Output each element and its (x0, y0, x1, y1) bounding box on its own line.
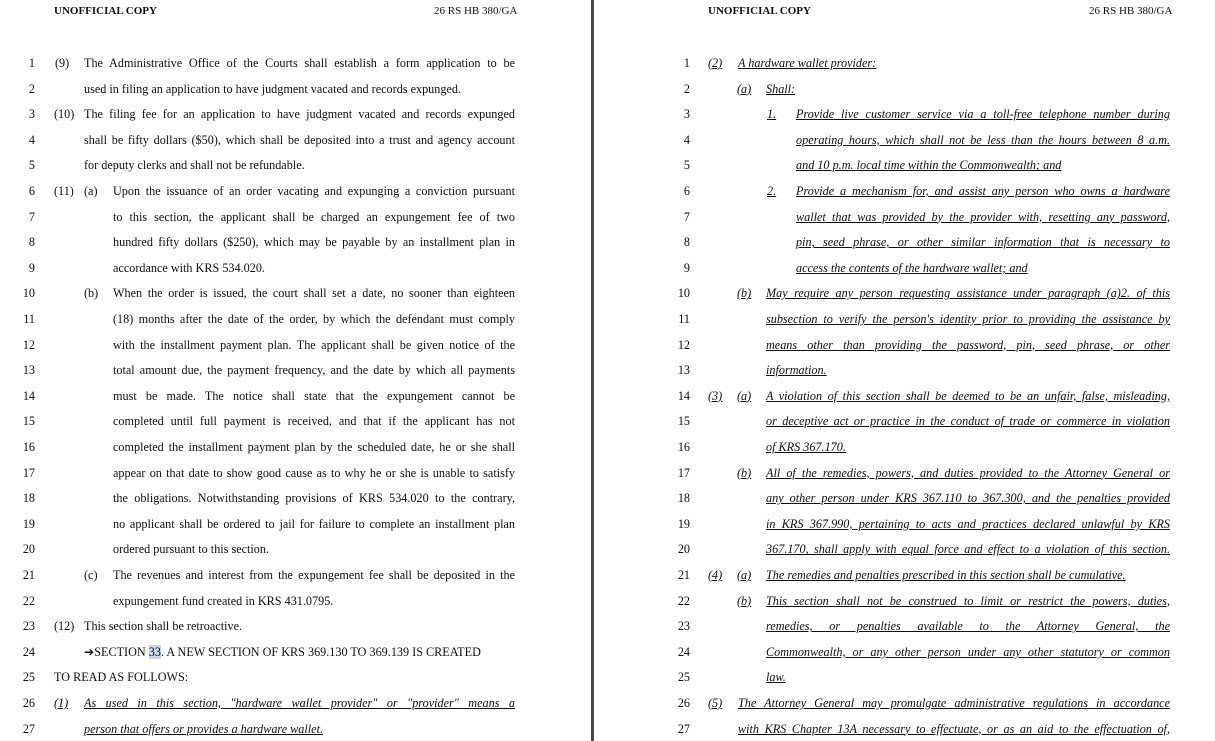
line-text: This section shall not be construed to limit or restrict the powers, duties, (766, 593, 1170, 608)
line-text: accordance with KRS 534.020. (113, 260, 265, 275)
line-number: 27 (677, 721, 690, 736)
line-text: Commonwealth, or any other person under any other statutory or common (766, 644, 1170, 659)
line-2 (594, 81, 1215, 106)
subsection-label: (2) (708, 56, 723, 70)
line-text: This section shall be retroactive. (84, 619, 243, 634)
line-text: When the order is issued, the court shall set a date, no sooner than eighteen (113, 286, 515, 301)
line-number: 1 (28, 56, 35, 70)
line-2 (0, 81, 591, 106)
line-text: used in filing an application to have judgment vacated and records expunged. (84, 81, 462, 96)
subsection-label: (a) (737, 81, 752, 96)
line-number: 26 (677, 696, 690, 710)
line-21 (594, 567, 1215, 592)
line-20 (0, 541, 591, 566)
line-text: (18) months after the date of the order, by which the defendant must comply (113, 312, 515, 326)
line-number: 26 (22, 696, 35, 710)
line-26 (0, 695, 591, 720)
line-text: remedies, or penalties available to the Attorney General, the (766, 619, 1170, 634)
line-number: 1 (683, 56, 690, 70)
line-7 (594, 209, 1215, 234)
line-text: information. (766, 363, 827, 378)
line-number: 21 (677, 568, 690, 582)
line-4 (0, 132, 591, 157)
subsection-label: (12) (54, 619, 75, 634)
line-4 (594, 132, 1215, 157)
line-21 (0, 567, 591, 592)
line-25 (594, 669, 1215, 694)
line-text: 367.170, shall apply with equal force and effect to a violation of this section. (766, 542, 1170, 557)
line-26 (594, 695, 1215, 720)
line-text: hundred fifty dollars ($250), which may be payable by an installment plan in (113, 235, 515, 250)
line-text: operating hours, which shall not be less than the hours between 8 a.m. (796, 132, 1170, 147)
line-text: Shall: (766, 81, 796, 96)
subsection-label: (b) (84, 286, 99, 301)
line-8 (594, 234, 1215, 259)
line-text: wallet that was provided by the provider with, resetting any password, (796, 209, 1170, 224)
line-15 (0, 413, 591, 438)
subsection-label: (5) (708, 696, 723, 710)
header-title: UNOFFICIAL COPY (54, 5, 157, 17)
line-text: The Administrative Office of the Courts shall establish a form application to be (84, 56, 515, 70)
line-text: or deceptive act or practice in the conduct of trade or commerce in violation (766, 414, 1170, 429)
left-page (0, 0, 591, 741)
line-12 (594, 337, 1215, 362)
line-number: 16 (677, 440, 690, 454)
line-number: 11 (678, 312, 690, 326)
line-number: 22 (22, 593, 35, 608)
line-number: 24 (22, 644, 35, 659)
line-number: 5 (28, 158, 35, 173)
line-1 (0, 55, 591, 80)
line-number: 8 (28, 235, 35, 250)
line-number: 11 (23, 312, 35, 326)
line-number: 18 (677, 491, 690, 506)
line-number: 3 (28, 107, 35, 122)
line-text: The Attorney General may promulgate administrative regulations in accordance (738, 696, 1170, 710)
line-12 (0, 337, 591, 362)
line-number: 15 (677, 414, 690, 429)
line-number: 10 (677, 286, 690, 301)
line-text: Provide live customer service via a toll-free telephone number during (796, 107, 1170, 122)
line-number: 16 (22, 440, 35, 454)
line-text: access the contents of the hardware wallet; and (796, 260, 1028, 275)
line-number: 20 (22, 542, 35, 557)
line-number: 17 (677, 465, 690, 480)
line-5 (0, 157, 591, 182)
line-10 (0, 285, 591, 310)
subsection-label: (c) (84, 568, 98, 582)
line-text: with the installment payment plan. The applicant shall be given notice of the (113, 337, 515, 352)
header-title: UNOFFICIAL COPY (708, 5, 811, 17)
line-text: and 10 p.m. local time within the Commonwealth; and (796, 158, 1062, 173)
line-number: 12 (677, 337, 690, 352)
line-number: 25 (677, 670, 690, 685)
line-17 (594, 465, 1215, 490)
line-number: 2 (28, 81, 35, 96)
line-text: expungement fund created in KRS 431.0795. (113, 593, 334, 608)
line-14 (594, 388, 1215, 413)
line-19 (0, 516, 591, 541)
line-number: 17 (22, 465, 35, 480)
line-number: 10 (22, 286, 35, 301)
line-number: 25 (22, 670, 35, 685)
subsection-label: (4) (708, 568, 723, 582)
line-number: 6 (28, 184, 35, 198)
subsection-label: (b) (737, 593, 752, 608)
line-number: 23 (677, 619, 690, 634)
line-text: for deputy clerks and shall not be refundable. (84, 158, 305, 173)
line-15 (594, 413, 1215, 438)
subsection-label: (3) (708, 388, 723, 403)
line-18 (0, 490, 591, 515)
line-13 (0, 362, 591, 387)
line-text: completed the installment payment plan by the scheduled date, he or she shall (113, 440, 515, 454)
right-page (594, 0, 1215, 741)
subsection-label: (a) (84, 184, 98, 198)
line-16 (0, 439, 591, 464)
line-text: no applicant shall be ordered to jail for failure to complete an installment plan (113, 516, 515, 531)
line-number: 19 (22, 516, 35, 531)
subsection-label: (b) (737, 286, 752, 301)
section-label: SECTION (94, 644, 149, 659)
line-text: shall be fifty dollars ($50), which shall be deposited into a trust and agency account (84, 132, 515, 147)
line-text: A hardware wallet provider: (738, 56, 877, 70)
line-number: 8 (683, 235, 690, 250)
line-text: to this section, the applicant shall be charged an expungement fee of two (113, 209, 515, 224)
line-number: 12 (22, 337, 35, 352)
line-7 (0, 209, 591, 234)
line-text: with KRS Chapter 13A necessary to effectuate, or as an aid to the effectuation of, (738, 721, 1170, 736)
line-24 (0, 644, 591, 669)
line-text: in KRS 367.990, pertaining to acts and practices declared unlawful by KRS (766, 516, 1170, 531)
line-number: 18 (22, 491, 35, 506)
line-number: 2 (683, 81, 690, 96)
section-number-highlight: 33 (148, 644, 161, 659)
line-text: any other person under KRS 367.110 to 367.300, and the penalties provided (766, 491, 1170, 506)
line-19 (594, 516, 1215, 541)
line-text: means other than providing the password, pin, seed phrase, or other (766, 337, 1170, 352)
subsection-label: (b) (737, 465, 752, 480)
line-number: 5 (683, 158, 690, 173)
line-text: The revenues and interest from the expungement fee shall be deposited in the (113, 568, 515, 582)
line-22 (0, 593, 591, 618)
line-1 (594, 55, 1215, 80)
subsection-label: 2. (767, 184, 777, 198)
subsection-label: (9) (55, 56, 70, 70)
line-text: TO READ AS FOLLOWS: (54, 670, 189, 685)
line-text: Provide a mechanism for, and assist any person who owns a hardware (796, 184, 1170, 198)
line-23 (594, 618, 1215, 643)
subsection-label: (10) (54, 107, 75, 122)
line-text: appear on that date to show good cause as to why he or she is unable to satisfy (113, 465, 515, 480)
header-bill-number: 26 RS HB 380/GA (1089, 5, 1173, 17)
line-text: The filing fee for an application to have judgment vacated and records expunged (84, 107, 515, 122)
line-number: 4 (683, 132, 690, 147)
line-11 (0, 311, 591, 336)
line-number: 13 (677, 363, 690, 378)
line-number: 13 (22, 363, 35, 378)
line-number: 7 (683, 209, 690, 224)
line-3 (594, 106, 1215, 131)
section-title: . A NEW SECTION OF KRS 369.130 TO 369.139 IS CREATED (160, 644, 481, 659)
line-text: of KRS 367.170. (766, 440, 846, 454)
line-number: 3 (683, 107, 690, 122)
line-number: 23 (22, 619, 35, 634)
line-22 (594, 593, 1215, 618)
line-text: A violation of this section shall be deemed to be an unfair, false, misleading, (766, 388, 1170, 403)
line-20 (594, 541, 1215, 566)
line-10 (594, 285, 1215, 310)
line-text: The remedies and penalties prescribed in this section shall be cumulative. (766, 568, 1126, 582)
line-3 (0, 106, 591, 131)
line-9 (0, 260, 591, 285)
line-number: 21 (22, 568, 35, 582)
line-17 (0, 465, 591, 490)
line-6 (0, 183, 591, 208)
line-text: Upon the issuance of an order vacating and expunging a conviction pursuant (113, 184, 515, 198)
line-8 (0, 234, 591, 259)
line-27 (0, 721, 591, 741)
line-text: law. (766, 670, 786, 685)
line-11 (594, 311, 1215, 336)
line-number: 9 (28, 260, 35, 275)
line-6 (594, 183, 1215, 208)
line-text: the obligations. Notwithstanding provisions of KRS 534.020 to the contrary, (113, 491, 515, 506)
line-text: ordered pursuant to this section. (113, 542, 270, 557)
line-text: total amount due, the payment frequency, and the date by which all payments (113, 363, 515, 378)
line-27 (594, 721, 1215, 741)
line-number: 22 (677, 593, 690, 608)
line-number: 6 (683, 184, 690, 198)
line-9 (594, 260, 1215, 285)
line-text: completed until full payment is received, and that if the applicant has not (113, 414, 515, 429)
line-23 (0, 618, 591, 643)
line-18 (594, 490, 1215, 515)
line-number: 19 (677, 516, 690, 531)
line-text: must be made. The notice shall state that the expungement cannot be (113, 388, 515, 403)
arrow-icon: ➔ (84, 644, 95, 659)
line-number: 14 (677, 388, 690, 403)
line-16 (594, 439, 1215, 464)
line-number: 27 (22, 721, 35, 736)
subsection-label: (a) (737, 388, 752, 403)
subsection-label: (a) (737, 568, 752, 582)
line-number: 20 (677, 542, 690, 557)
line-number: 14 (22, 388, 35, 403)
line-number: 4 (28, 132, 35, 147)
subsection-label: (1) (54, 696, 69, 710)
line-number: 15 (22, 414, 35, 429)
line-13 (594, 362, 1215, 387)
header-bill-number: 26 RS HB 380/GA (434, 5, 518, 17)
line-number: 9 (683, 260, 690, 275)
line-text: May require any person requesting assistance under paragraph (a)2. of this (766, 286, 1170, 301)
line-text: subsection to verify the person's identity prior to providing the assistance by (766, 312, 1170, 326)
line-text: All of the remedies, powers, and duties provided to the Attorney General or (766, 465, 1170, 480)
line-text: pin, seed phrase, or other similar information that is necessary to (796, 235, 1170, 250)
line-24 (594, 644, 1215, 669)
line-text: person that offers or provides a hardware wallet. (84, 721, 324, 736)
line-number: 24 (677, 644, 690, 659)
line-text: As used in this section, "hardware wallet provider" or "provider" means a (84, 696, 515, 710)
line-5 (594, 157, 1215, 182)
subsection-label: 1. (767, 107, 777, 122)
subsection-label: (11) (54, 184, 74, 198)
section-heading (84, 644, 481, 660)
line-25 (0, 669, 591, 694)
line-number: 7 (28, 209, 35, 224)
line-14 (0, 388, 591, 413)
